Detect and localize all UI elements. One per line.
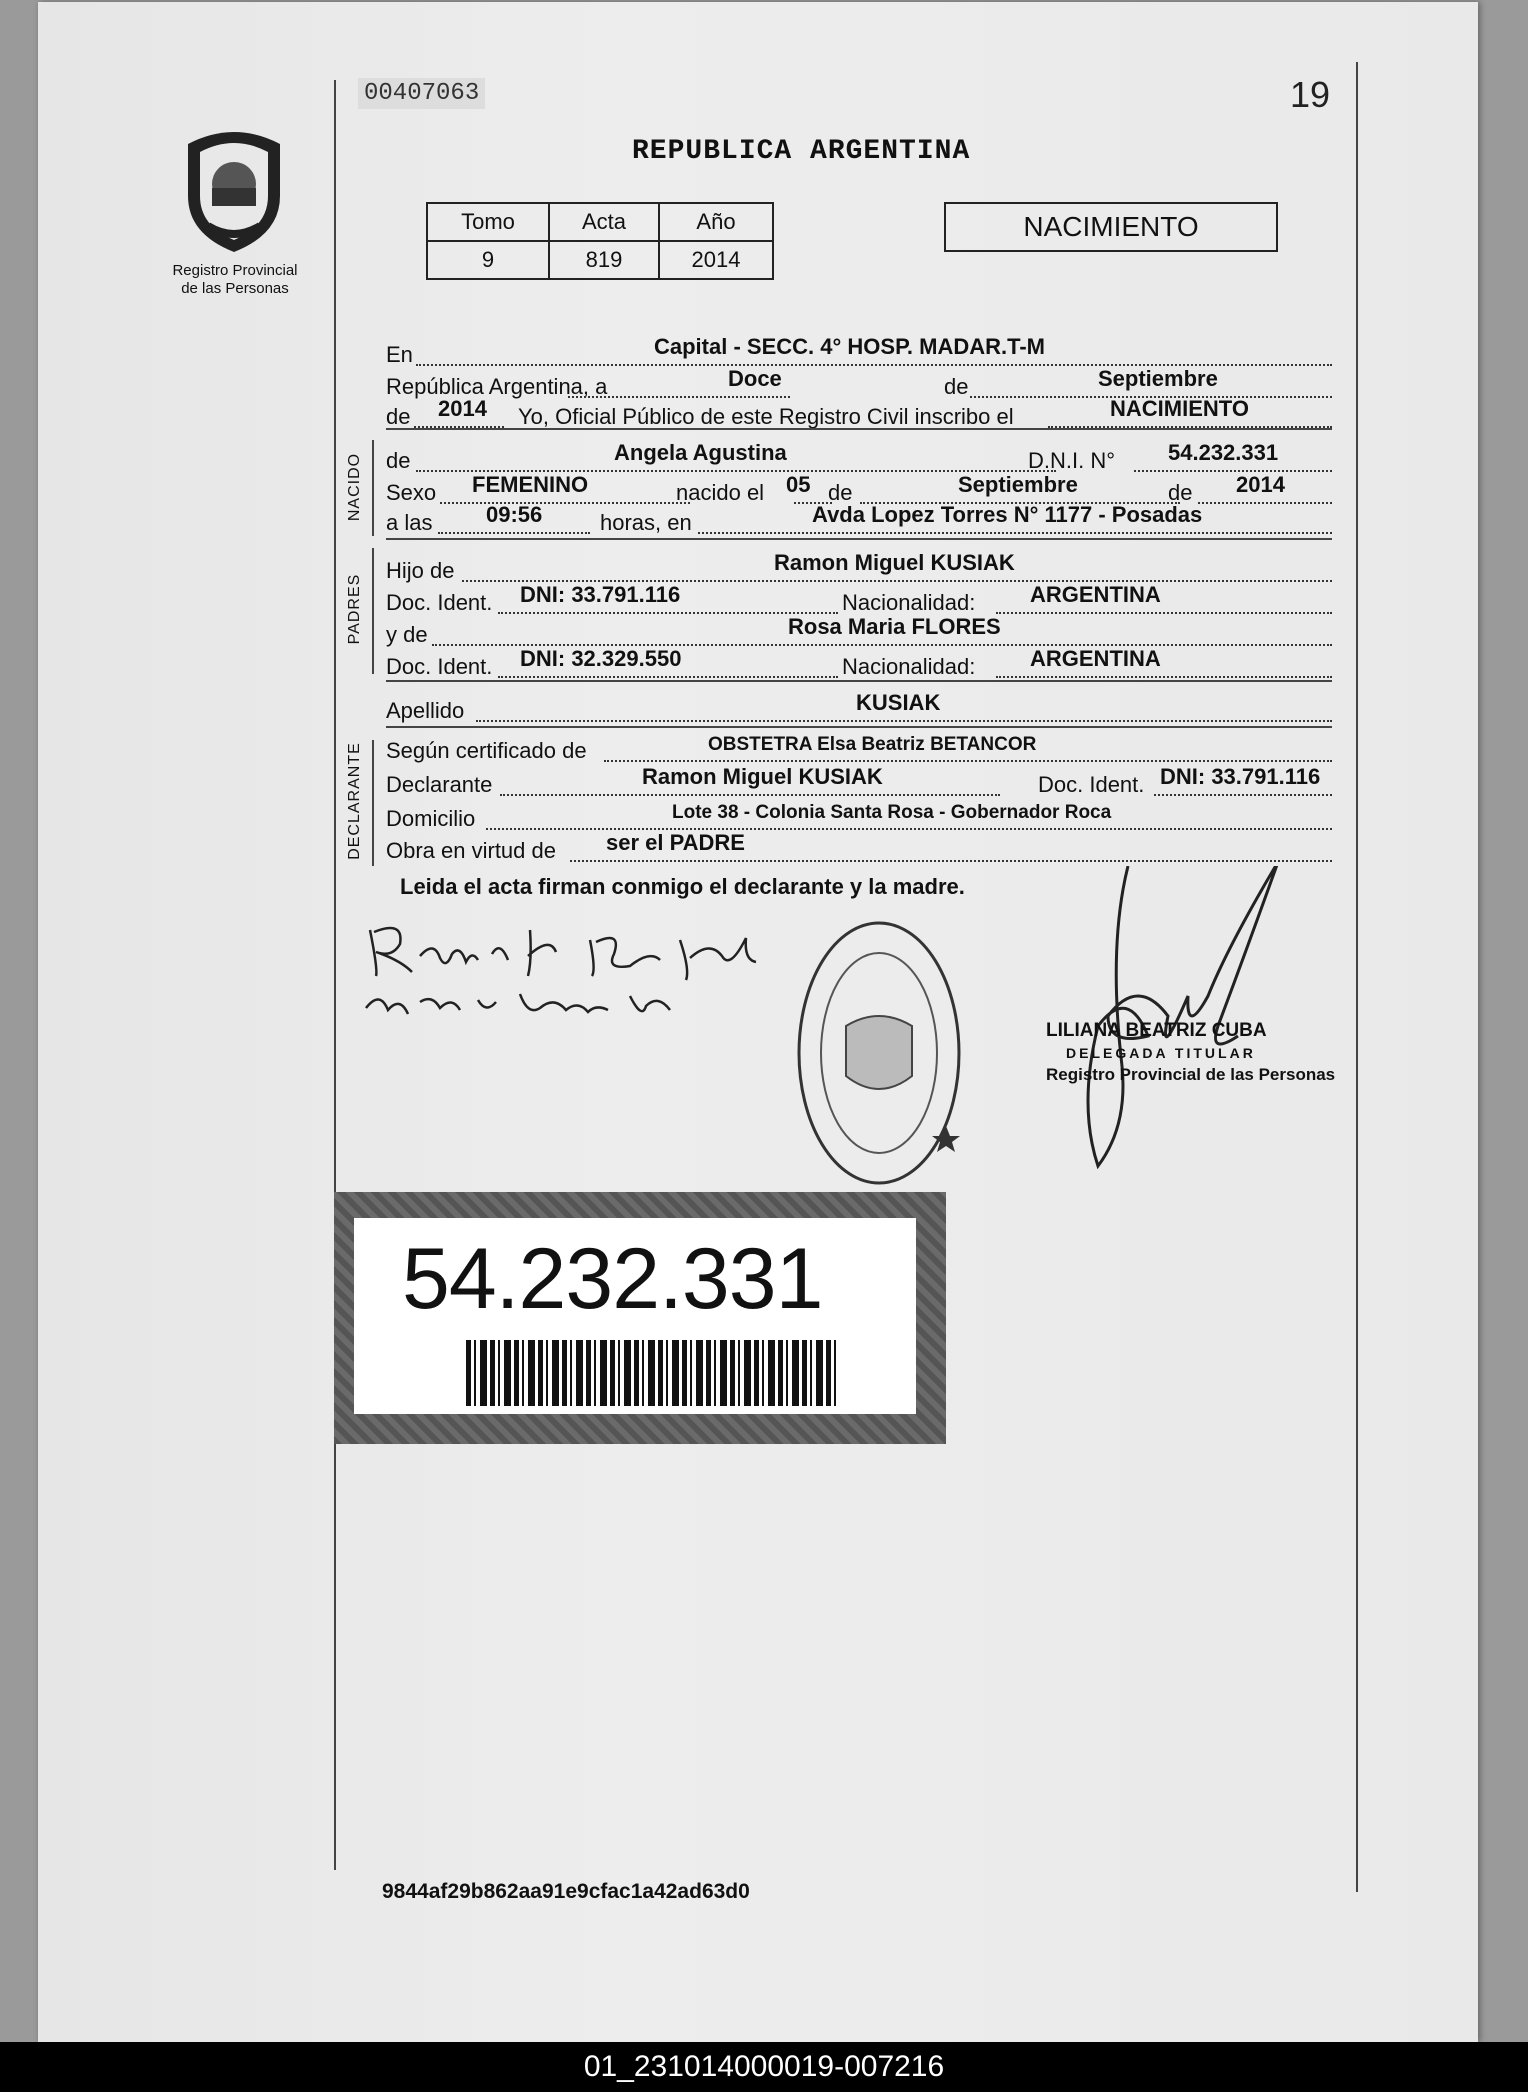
section-divider [386,680,1332,682]
row-time-place [386,504,1332,536]
scan-footer-bar [0,2042,1528,2092]
officer-block [1046,1020,1335,1086]
dni-label-number: 54.232.331 [402,1231,823,1327]
mother-doc: DNI: 32.329.550 [520,646,682,671]
de-label: de [386,404,411,429]
serial-number: 00407063 [358,78,485,109]
child-name: Angela Agustina [614,440,787,465]
header-tomo: Tomo [427,203,549,241]
doc-ident-label: Doc. Ident. [1038,772,1145,797]
alas-label: a las [386,510,433,535]
officer-office: Registro Provincial de las Personas [1046,1065,1336,1084]
birth-year: 2014 [1236,472,1285,497]
certificate-issuer: OBSTETRA Elsa Beatriz BETANCOR [708,734,1037,755]
row-certificate [386,732,1332,764]
mother-name: Rosa Maria FLORES [788,614,1001,639]
dni-label-sticker [334,1192,946,1444]
dotted-line [498,676,838,678]
row-father [386,552,1332,584]
doc-ident-label: Doc. Ident. [386,654,493,679]
padres-section-label: PADRES [346,573,363,645]
dotted-line [1154,794,1332,796]
dotted-line [500,794,1000,796]
section-divider [386,538,1332,540]
declarante-bracket [372,740,374,866]
left-margin-line [334,80,336,1870]
logo-caption-line1: Registro Provincial [172,262,298,279]
en-label: En [386,342,413,367]
row-declarant [386,766,1332,798]
declarante-section-label: DECLARANTE [346,742,363,860]
birth-registry-place: Capital - SECC. 4° HOSP. MADAR.T-M [654,334,1045,359]
statement-text: Yo, Oficial Público de este Registro Civil inscribo el [518,404,1014,429]
declarant-capacity: ser el PADRE [606,830,745,855]
de-label: de [386,448,411,473]
doc-ident-label: Doc. Ident. [386,590,493,615]
father-nationality: ARGENTINA [1030,582,1161,607]
row-en [386,336,1332,368]
dotted-line [996,676,1332,678]
dni-label-inner [354,1218,916,1414]
dotted-line [498,612,838,614]
nacido-bracket [372,440,374,536]
dotted-line [996,612,1332,614]
declarant-doc: DNI: 33.791.116 [1160,764,1321,789]
birth-place: Avda Lopez Torres N° 1177 - Posadas [812,502,1203,527]
de-label: de [1168,480,1193,505]
father-doc: DNI: 33.791.116 [520,582,681,607]
document-hash: 9844af29b862aa91e9cfac1a42ad63d0 [382,1880,750,1903]
nacido-label: nacido el [676,480,765,505]
dotted-line [570,860,1332,862]
child-dni: 54.232.331 [1168,440,1279,465]
record-type-box: NACIMIENTO [944,202,1278,252]
de-label: de [944,374,969,399]
certificado-label: Según certificado de [386,738,587,763]
dotted-line [604,760,1332,762]
scan-footer-id: 01_231014000019-007216 [583,2050,945,2083]
section-divider [386,428,1332,430]
dotted-line [1134,470,1332,472]
officer-name: LILIANA BEATRIZ CUBA [1046,1020,1267,1041]
value-acta: 819 [549,241,659,279]
value-ano: 2014 [659,241,773,279]
row-surname [386,692,1332,724]
registry-day: Doce [728,366,782,391]
registry-month: Septiembre [1098,366,1218,391]
barcode-icon [466,1340,836,1406]
domicilio-label: Domicilio [386,806,476,831]
mother-nationality: ARGENTINA [1030,646,1161,671]
row-capacity [386,832,1332,864]
declarante-label: Declarante [386,772,493,797]
registry-year: 2014 [438,396,487,421]
registered-event: NACIMIENTO [1110,396,1249,421]
declarant-name: Ramon Miguel KUSIAK [642,764,883,789]
section-divider [386,726,1332,728]
nacionalidad-label: Nacionalidad: [842,654,976,679]
row-father-doc [386,584,1332,616]
registry-table [426,202,774,280]
dotted-line [698,532,1332,534]
sexo-label: Sexo [386,480,437,505]
obra-label: Obra en virtud de [386,838,556,863]
father-name: Ramon Miguel KUSIAK [774,550,1015,575]
provincial-seal-icon [178,126,290,256]
row-address [386,800,1332,832]
horas-label: horas, en [600,510,692,535]
hijo-label: Hijo de [386,558,455,583]
row-mother [386,616,1332,648]
yde-label: y de [386,622,428,647]
row-mother-doc [386,648,1332,680]
child-sex: FEMENINO [472,472,589,497]
value-tomo: 9 [427,241,549,279]
country-title: REPUBLICA ARGENTINA [632,136,971,167]
page-number: 19 [1290,74,1331,115]
republica-label: República Argentina, a [386,374,608,399]
nacido-section-label: NACIDO [346,452,363,522]
dotted-line [476,720,1332,722]
declarant-signature-icon [360,910,780,1040]
header-acta: Acta [549,203,659,241]
birth-time: 09:56 [486,502,543,527]
padres-bracket [372,548,374,674]
dni-label: D.N.I. N° [1028,448,1116,473]
declarant-address: Lote 38 - Colonia Santa Rosa - Gobernador Roca [672,802,1112,823]
birth-month: Septiembre [958,472,1078,497]
dotted-line [438,532,590,534]
de-label: de [828,480,853,505]
header-ano: Año [659,203,773,241]
apellido-label: Apellido [386,698,465,723]
logo-caption-line2: de las Personas [181,280,289,297]
office-stamp-icon [794,916,964,1190]
row-year [386,398,1332,430]
closing-statement: Leida el acta firman conmigo el declarante y la madre. [400,874,965,899]
right-margin-line [1356,62,1358,1892]
logo-caption [160,262,310,298]
officer-title: DELEGADA TITULAR [1066,1045,1256,1061]
row-name [386,442,1332,474]
nacionalidad-label: Nacionalidad: [842,590,976,615]
surname-value: KUSIAK [856,690,941,715]
birth-day: 05 [786,472,811,497]
